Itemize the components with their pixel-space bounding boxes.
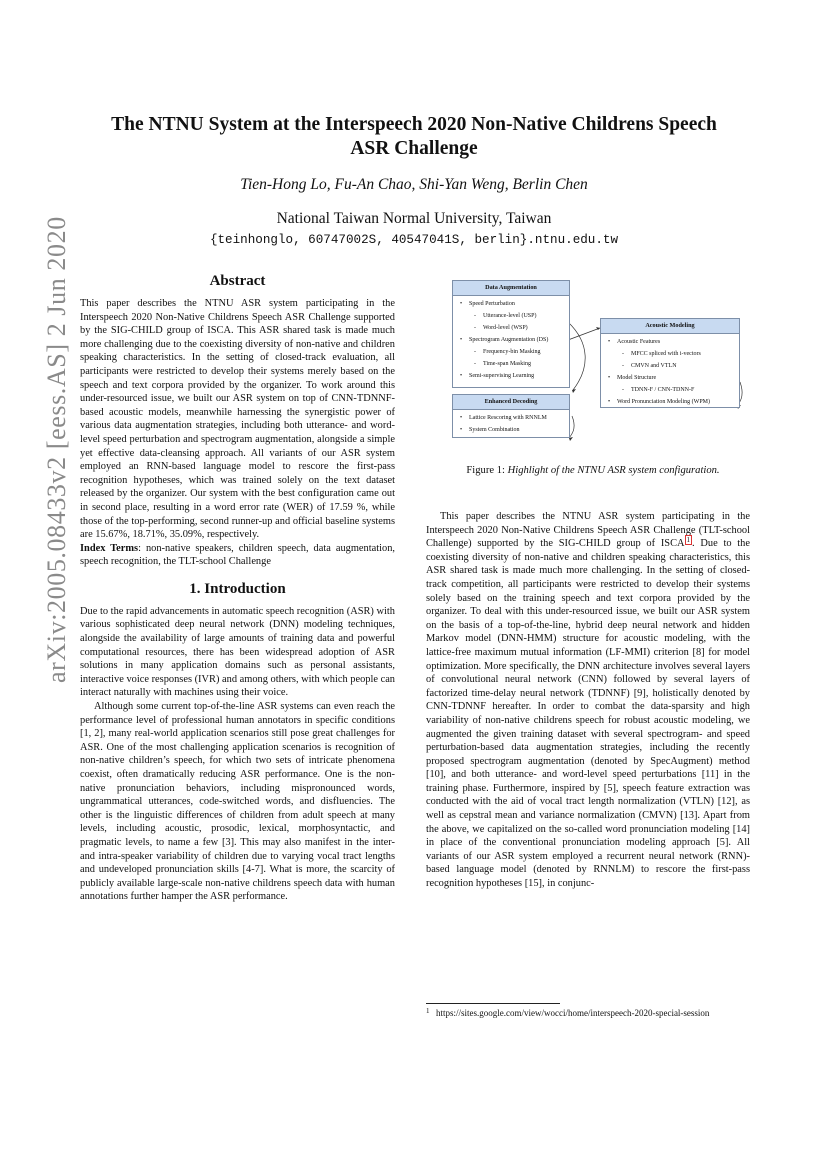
bullet-icon: • [460, 337, 463, 343]
footnote-rule [426, 1003, 560, 1004]
bullet-icon: - [622, 351, 624, 357]
abstract-text: This paper describes the NTNU ASR system participating in the Interspeech 2020 Non-Native Childrens Speech ASR Challenge supported by the SIG-CHILD group of ISCA. This ASR shared task is made much more challenging due to the coexisting diversity of non-native and children speaking characteristics. In the setting of closed-track evaluation, all participants were restricted to develop their systems merely based on the speech and text corpora provided by the organizer. To work around this under-resourced issue, we built our ASR system on top of CNN-TDNNF-based acoustic models, meanwhile harnessing the synergistic power of various data augmentation strategies, including both utterance- and word-level speed perturbation and spectrogram augmentation, alongside a simple yet effective data-cleansing approach. All variants of our ASR system employed an RNN-based language model to rescore the first-pass recognition hypotheses, which was trained solely on the text dataset released by the organizer. Our system with the best configuration came out in second place, resulting in a word error rate (WER) of 17.59 %, while those of the top-performing, second runner-up and official baseline systems are 15.67%, 18.71%, 35.09%, respectively. [80, 298, 395, 541]
figure-item-text: Model Structure [617, 375, 657, 381]
figure-item-text: System Combination [469, 427, 520, 433]
figure-list-item [601, 396, 739, 408]
bullet-icon: - [474, 361, 476, 367]
figure-list-item [601, 372, 739, 384]
acoustic-modeling-title: Acoustic Modeling [601, 319, 739, 334]
data-augmentation-title: Data Augmentation [453, 281, 569, 296]
bullet-icon: - [474, 325, 476, 331]
figure-list-item [601, 360, 739, 372]
figure-item-text: CMVN and VTLN [631, 363, 677, 369]
introduction-body [80, 605, 395, 904]
right-body [426, 510, 750, 891]
abstract-body [80, 297, 395, 569]
author-list: Tien-Hong Lo, Fu-An Chao, Shi-Yan Weng, Berlin Chen [240, 176, 588, 193]
enhanced-decoding-title: Enhanced Decoding [453, 395, 569, 410]
figure-item-text: MFCC spliced with i-vectors [631, 351, 701, 357]
figure-item-text: Semi-supervising Learning [469, 373, 535, 379]
figure-item-text: Frequency-bin Masking [483, 349, 541, 355]
left-column [80, 273, 395, 904]
figure-list-item [453, 424, 569, 436]
figure-item-text: Utterance-level (USP) [483, 313, 537, 319]
figure-list-item [453, 298, 569, 310]
acoustic-modeling-box [600, 318, 740, 408]
bullet-icon: • [608, 399, 611, 405]
author-emails: {teinhonglo, 60747002S, 40547041S, berlin}.ntnu.edu.tw [209, 233, 619, 247]
bullet-icon: - [474, 313, 476, 319]
figure-list-item [453, 310, 569, 322]
figure-list-item [453, 334, 569, 346]
bullet-icon: • [460, 427, 463, 433]
footnote-reference[interactable]: 1 [686, 535, 691, 544]
figure-item-text: Speed Perturbation [469, 301, 515, 307]
enhanced-decoding-list [453, 410, 569, 436]
footnote [426, 1007, 750, 1019]
data-augmentation-list [453, 296, 569, 382]
arrow-augmentation-to-modeling [568, 328, 600, 340]
figure-item-text: TDNN-F / CNN-TDNN-F [631, 387, 695, 393]
right-text-part-2: . Due to the coexisting diversity of non-native and children speaking characteristics, this ASR shared task is made much more challenging. In the setting of closed-track competition, all participants were restricted to develop their systems solely based on the training speech and text corpora provided by the organizer. To deal with this under-resourced issue, we built our ASR system on the basis of a top-of-the-line, hybrid deep neural network and hidden Markov model (DNN-HMM) structure for acoustic modeling, with the lattice-free maximum mutual information (LF-MMI) criterion [8] for model optimization. More specifically, the DNN architecture involves several layers of convolutional neural network (CNN) followed by several layers of factorized time-delay neural network (TDNNF) [9], holistically denoted by CNN-TDNNF hereafter. In order to combat the data-sparsity and high variability of non-native childrens speech for robust acoustic modeling, we augmented the given training dataset with several spectrogram- and speed perturbation-based data augmentation strategies, including the recently proposed spectrogram augmentation (denoted by SpecAugment) method [10], and both utterance- and word-level speed perturbations [11] in the training phase. Furthermore, inspired by [5], speech feature extraction was conducted with the aid of vocal tract length normalization (VTLN) [12], as well as cepstral mean and variance normalization (CMVN) [13]. Apart from the above, we capitalized on the so-called word pronunciation modeling [14] in place of the conventional pronunciation modeling approach [5]. All variants of our ASR system employed a recurrent neural network (RNN)-based language model (denoted by RNNLM) to rescore the first-pass recognition hypotheses [15], in conjunc- [426, 538, 750, 890]
figure-caption-label: Figure 1: [466, 465, 505, 476]
index-terms-text: : non-native speakers, children speech, data augmentation, speech recognition, the TLT-school Challenge [80, 542, 395, 568]
affiliation: National Taiwan Normal University, Taiwan [276, 210, 552, 227]
footnote-mark: 1 [426, 1007, 430, 1015]
bullet-icon: • [460, 373, 463, 379]
figure-item-text: Acoustic Features [617, 339, 661, 345]
arrow-augmentation-to-decoding [568, 322, 585, 390]
bullet-icon: • [460, 415, 463, 421]
index-terms [80, 542, 395, 569]
figure-list-item [453, 412, 569, 424]
bullet-icon: • [608, 339, 611, 345]
figure-list-item [601, 384, 739, 396]
index-terms-label: Index Terms [80, 542, 139, 554]
right-column [426, 510, 750, 891]
arxiv-identifier: arXiv:2005.08433v2 [eess.AS] 2 Jun 2020 [42, 216, 71, 683]
introduction-heading: 1. Introduction [189, 580, 286, 597]
paper-title: The NTNU System at the Interspeech 2020 Non-Native Childrens Speech ASR Challenge [111, 114, 717, 159]
enhanced-decoding-box [452, 394, 570, 438]
bullet-icon: - [622, 363, 624, 369]
figure-item-text: Spectrogram Augmentation (DS) [469, 337, 549, 343]
intro-paragraph-1: Due to the rapid advancements in automatic speech recognition (ASR) with various sophisticated deep neural network (DNN) modeling techniques, alongside the availability of large amounts of training data and powerful computational resources, there has been widespread adoption of ASR solutions in many application domains such as personal assistants, interactive voice responses (IVR) and among others, with which people can interact naturally with machines using their voice. [80, 605, 395, 699]
bullet-icon: - [474, 349, 476, 355]
figure-list-item [453, 370, 569, 382]
figure-item-text: Word Pronunciation Modeling (WPM) [617, 399, 711, 405]
right-text-part-1: This paper describes the NTNU ASR system participating in the Interspeech 2020 Non-Native Childrens Speech ASR Challenge (TLT-school Challenge) supported by the SIG-CHILD group of ISCA [426, 511, 750, 550]
bullet-icon: • [460, 301, 463, 307]
data-augmentation-box [452, 280, 570, 388]
figure-caption [426, 465, 760, 476]
figure-item-text: Word-level (WSP) [483, 325, 528, 331]
figure-list-item [453, 358, 569, 370]
bullet-icon: • [608, 375, 611, 381]
figure-list-item [453, 322, 569, 334]
figure-caption-title: Highlight of the NTNU ASR system configuration. [507, 465, 720, 476]
intro-paragraph-2: Although some current top-of-the-line ASR systems can even reach the performance level of professional human annotators in specific conditions [1, 2], many real-world application scenarios still pose great challenges for ASR. One of the most challenging application scenarios is recognition of non-native children’s speech, for which two sets of intricate phenomena coexist, often dramatically reducing ASR performance. One is the non-native pronunciation behaviors, including mispronounced words, ungrammatical utterances, code-switched words, and disfluencies. The other is the linguistic differences of children from adult speech at many levels, including acoustic, prosodic, lexical, morphosyntactic, and pragmatic levels, to name a few [3]. This may also manifest in the inter- and intra-speaker variability of children due to varying vocal tract lengths and undeveloped pronunciation skills [4-7]. What is more, the scarcity of publicly available large-scale non-native childrens speech data with human annotations further hamper the ASR performance. [80, 701, 395, 903]
figure-item-text: Time-span Masking [483, 361, 531, 367]
figure-list-item [601, 336, 739, 348]
bullet-icon: - [622, 387, 624, 393]
figure-item-text: Lattice Rescoring with RNNLM [469, 415, 547, 421]
acoustic-modeling-list [601, 334, 739, 408]
system-figure [448, 278, 748, 448]
abstract-heading: Abstract [209, 273, 266, 289]
figure-list-item [601, 348, 739, 360]
figure-list-item [453, 346, 569, 358]
footnote-url[interactable]: https://sites.google.com/view/wocci/home/interspeech-2020-special-session [436, 1008, 710, 1018]
right-paragraph [426, 510, 750, 891]
arrowhead-1 [572, 389, 576, 393]
